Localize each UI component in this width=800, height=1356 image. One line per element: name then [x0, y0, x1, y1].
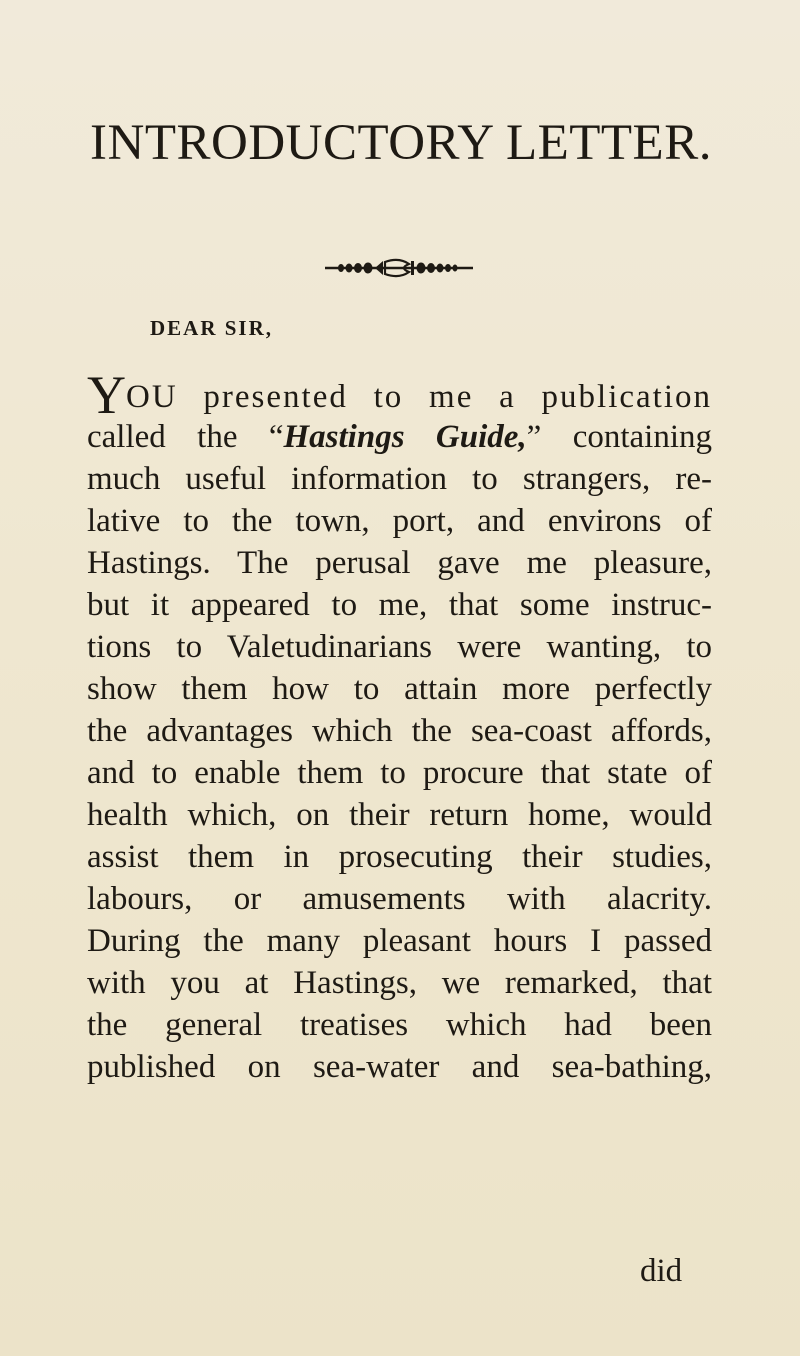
letter-line: and to enable them to procure that state of	[87, 755, 712, 791]
letter-line: the advantages which the sea-coast affords,	[87, 713, 712, 749]
letter-line	[87, 416, 712, 458]
letter-line: show them how to attain more perfectly	[87, 671, 712, 707]
line-text: called the “	[87, 419, 284, 455]
letter-line: tions to Valetudinarians were wanting, to	[87, 629, 712, 665]
letter-line: labours, or amusements with alacrity.	[87, 881, 712, 917]
printer-ornament-rule-icon	[325, 258, 473, 278]
letter-line: but it appeared to me, that some instruc-	[87, 587, 712, 623]
letter-line: assist them in prosecuting their studies,	[87, 839, 712, 875]
line-text: ” containing	[526, 419, 712, 455]
salutation: DEAR SIR,	[150, 316, 274, 340]
letter-line: published on sea-water and sea-bathing,	[87, 1049, 712, 1085]
letter-body	[87, 365, 712, 1088]
letter-line	[87, 365, 712, 425]
letter-line: much useful information to strangers, re-	[87, 461, 712, 497]
letter-line: During the many pleasant hours I passed	[87, 923, 712, 959]
letter-line: with you at Hastings, we remarked, that	[87, 965, 712, 1001]
letter-line: the general treatises which had been	[87, 1007, 712, 1043]
letter-line: lative to the town, port, and environs of	[87, 503, 712, 539]
letter-line: health which, on their return home, would	[87, 797, 712, 833]
drop-initial: Y	[87, 365, 126, 425]
letter-line: Hastings. The perusal gave me pleasure,	[87, 545, 712, 581]
first-line-text: OU presented to me a publication	[126, 379, 712, 415]
page-title: INTRODUCTORY LETTER.	[90, 115, 712, 171]
book-title-italic: Hastings Guide,	[283, 419, 527, 455]
catchword: did	[640, 1253, 683, 1289]
